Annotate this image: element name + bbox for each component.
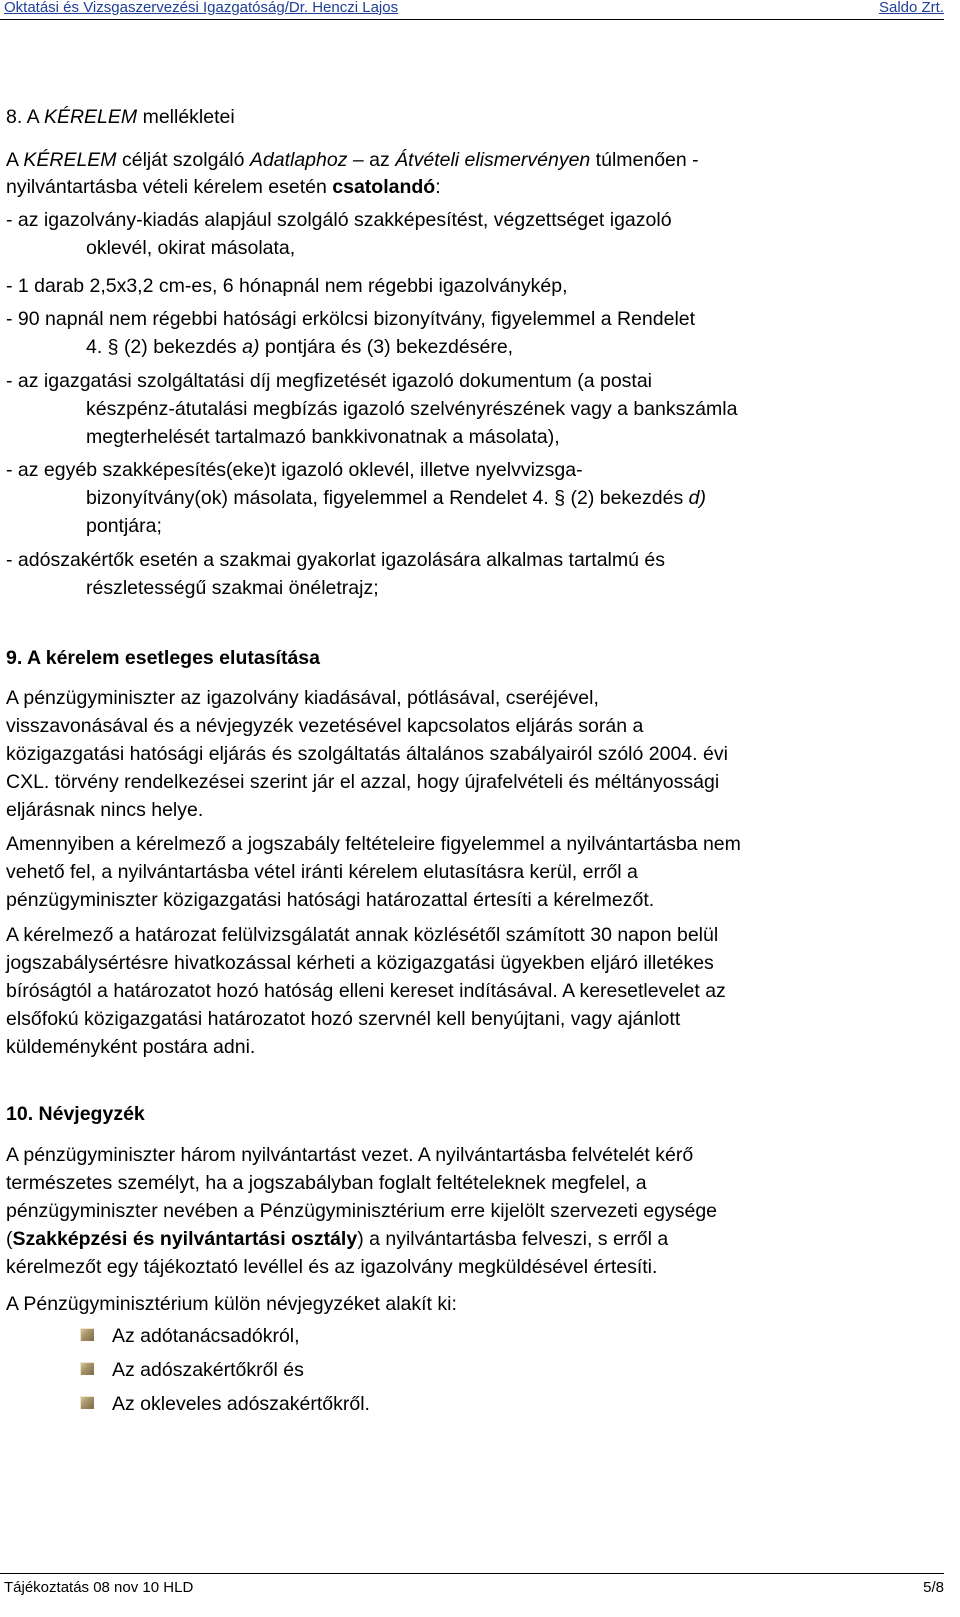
list-item: - az igazolvány-kiadás alapjául szolgáló szakképesítést, végzettséget igazoló [6,209,672,231]
footer-doc-label: Tájékoztatás 08 nov 10 HLD [4,1579,194,1596]
page-footer [0,1573,944,1594]
page-number: 5/8 [923,1579,944,1596]
square-bullet-icon [80,1328,94,1341]
list-item-cont: megterhelését tartalmazó bankkivonatnak a másolata), [86,426,560,448]
section-9-paragraph-3: A kérelmező a határozat felülvizsgálatát annak közlésétől számított 30 napon belül jogszabálysértésre hivatkozással kérheti a közigazgatási ügyekben eljáró illetékes bíróságtól a határozatot hozó hatóság elleni kereset indításával. A keresetlevelet az elsőfokú közigazgatási határozatot hozó szervnél kell benyújtani, vagy ajánlott küldeményként postára adni. [6,924,726,1058]
list-item-cont: részletességű szakmai önéletrajz; [86,577,379,599]
section-9-paragraph-1: A pénzügyminiszter az igazolvány kiadásával, pótlásával, cseréjével, visszavonásával és a névjegyzék vezetésével kapcsolatos eljárás során a közigazgatási hatósági eljárás és szolgáltatás általános szabályairól szóló 2004. évi CXL. törvény rendelkezései szerint jár el azzal, hogy újrafelvételi és méltányossági eljárásnak nincs helye. [6,687,728,821]
header-author-link[interactable]: Oktatási és Vizsgaszervezési Igazgatóság/Dr. Henczi Lajos [4,0,399,16]
section-8-heading: 8. A KÉRELEM mellékletei [6,106,235,128]
section-10-heading: 10. Névjegyzék [6,1103,145,1125]
header-company-link[interactable]: Saldo Zrt. [878,0,944,16]
list-item: - adószakértők esetén a szakmai gyakorlat igazolására alkalmas tartalmú és [6,549,665,571]
list-item: - az igazgatási szolgáltatási díj megfizetését igazoló dokumentum (a postai [6,370,653,392]
page-header [0,0,944,20]
section-8-intro-line2: nyilvántartásba vételi kérelem esetén csatolandó: [6,176,441,198]
section-10-paragraph-2: A Pénzügyminisztérium külön névjegyzéket alakít ki: [6,1293,457,1315]
list-item-cont: 4. § (2) bekezdés a) pontjára és (3) bekezdésére, [86,336,514,358]
list-item-cont: pontjára; [86,515,162,537]
square-bullet-icon [80,1396,94,1409]
section-8-intro-line1: A KÉRELEM célját szolgáló Adatlaphoz – az Átvételi elismervényen túlmenően - [6,149,699,171]
list-item: - 1 darab 2,5x3,2 cm-es, 6 hónapnál nem régebbi igazolványkép, [6,275,568,297]
section-10-paragraph-1: A pénzügyminiszter három nyilvántartást vezet. A nyilvántartásba felvételét kérő természetes személyt, ha a jogszabályban foglalt feltételeknek megfelel, a pénzügyminiszter nevében a Pénzügyminisztérium erre kijelölt szervezeti egysége (Szakképzési és nyilvántartási osztály) a nyilvántartásba felveszi, s erről a kérelmezőt egy tájékoztató levéllel és az igazolvány megküldésével értesíti. [6,1144,718,1278]
section-9-paragraph-2: Amennyiben a kérelmező a jogszabály feltételeire figyelemmel a nyilvántartásba nem vehető fel, a nyilvántartásba vétel iránti kérelem elutasításra kerül, erről a pénzügyminiszter közigazgatási hatósági határozattal értesíti a kérelmezőt. [6,833,741,911]
list-item: - 90 napnál nem régebbi hatósági erkölcsi bizonyítvány, figyelemmel a Rendelet [6,308,696,330]
list-item-cont: készpénz-átutalási megbízás igazoló szelvényrészének vagy a bankszámla [86,398,738,420]
list-item-cont: oklevél, okirat másolata, [86,237,296,259]
list-item-cont: bizonyítvány(ok) másolata, figyelemmel a Rendelet 4. § (2) bekezdés d) [86,487,706,509]
square-bullet-icon [80,1362,94,1375]
section-9-heading: 9. A kérelem esetleges elutasítása [6,647,320,669]
list-item: - az egyéb szakképesítés(eke)t igazoló oklevél, illetve nyelvvizsga- [6,459,583,481]
